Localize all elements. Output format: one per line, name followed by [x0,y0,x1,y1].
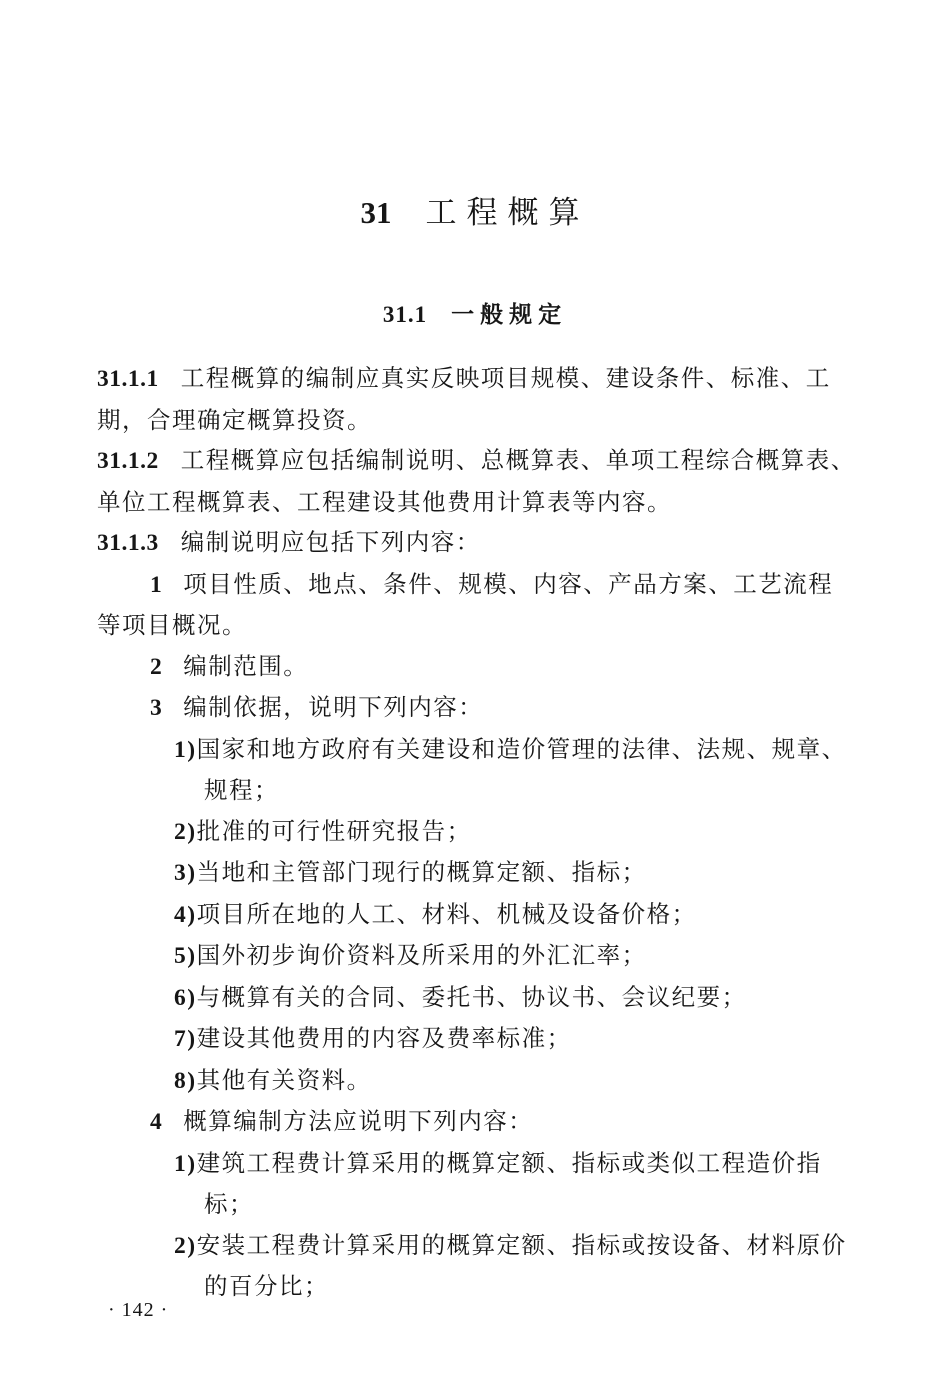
item-text: 编制依据，说明下列内容： [183,693,484,721]
clause-text: 工程概算应包括编制说明、总概算表、单项工程综合概算表、单位工程概算表、工程建设其他费用计算表等内容。 [97,446,856,516]
sub-item [0,894,950,936]
clause [0,522,950,564]
sub-item-text: 项目所在地的人工、材料、机械及设备价格； [196,899,697,928]
page-number: · 142 · [108,1299,169,1321]
sub-item-text: 建筑工程费计算采用的概算定额、指标或类似工程造价指标； [196,1148,822,1218]
item-number: 3 [150,695,164,721]
list-item [0,564,950,646]
clause-text: 编制说明应包括下列内容： [180,528,481,556]
sub-item [0,729,950,811]
sub-item-number: 5) [174,943,197,969]
sub-item-text: 其他有关资料。 [196,1065,372,1094]
section-title-text: 一般规定 [451,301,568,328]
sub-item [0,1225,950,1307]
list-item [0,646,950,688]
chapter-title-text: 工程概算 [425,195,590,231]
sub-item-number: 8) [174,1067,197,1094]
sub-item-text: 当地和主管部门现行的概算定额、指标； [196,858,647,886]
sub-item-number: 6) [174,984,197,1011]
sub-item-number: 1) [174,1150,197,1177]
sub-item-text: 建设其他费用的内容及费率标准； [196,1024,572,1052]
sub-item-number: 7) [174,1026,197,1052]
sub-item-text: 安装工程费计算采用的概算定额、指标或按设备、材料原价的百分比； [196,1230,847,1300]
item-text: 项目性质、地点、条件、规模、内容、产品方案、工艺流程等项目概况。 [97,569,834,639]
sub-item-number: 4) [174,901,197,928]
item-text: 编制范围。 [183,651,309,680]
sub-item-number: 3) [174,860,197,886]
item-number: 1 [150,571,164,598]
sub-item [0,1060,950,1102]
section-title [0,297,950,333]
sub-item [0,1018,950,1060]
document-body [0,358,950,1307]
sub-item-text: 国外初步询价资料及所采用的外汇汇率； [196,941,647,969]
sub-item-text: 批准的可行性研究报告； [196,816,472,845]
chapter-number: 31 [360,195,392,230]
clause [0,358,950,440]
sub-item-text: 与概算有关的合同、委托书、协议书、会议纪要； [196,982,747,1011]
clause-number: 31.1.2 [97,448,159,474]
item-text: 概算编制方法应说明下列内容： [183,1107,534,1135]
section-number: 31.1 [382,302,428,327]
chapter-title [0,190,950,236]
list-item [0,1101,950,1143]
sub-item [0,811,950,853]
sub-item [0,935,950,977]
sub-item-number: 2) [174,818,197,845]
clause-number: 31.1.3 [97,530,159,556]
list-item [0,687,950,729]
sub-item-number: 1) [174,736,197,763]
item-number: 2 [150,653,164,680]
sub-item [0,852,950,894]
item-number: 4 [150,1109,164,1135]
sub-item-number: 2) [174,1232,197,1259]
clause [0,440,950,522]
clause-number: 31.1.1 [97,366,159,392]
clause-text: 工程概算的编制应真实反映项目规模、建设条件、标准、工期，合理确定概算投资。 [97,364,831,434]
sub-item-text: 国家和地方政府有关建设和造价管理的法律、法规、规章、规程； [196,734,847,804]
sub-item [0,1143,950,1225]
sub-item [0,977,950,1019]
